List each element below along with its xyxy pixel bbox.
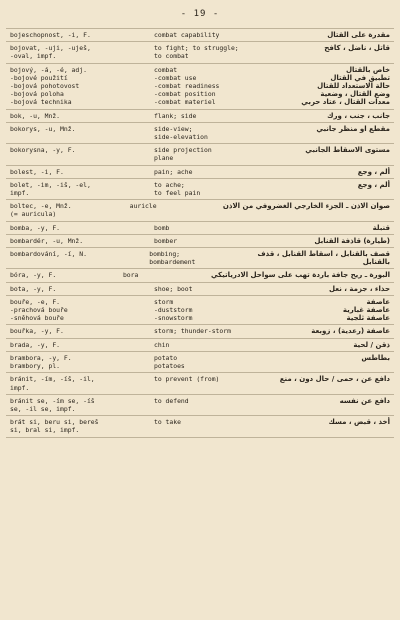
czech-headword-line: bokorysna, -y, F. bbox=[10, 146, 76, 155]
arabic-translation-line: ألم ، وجع bbox=[357, 167, 390, 176]
english-translation-line: -combat position bbox=[154, 90, 216, 99]
english-translation-line: bomb bbox=[154, 223, 170, 232]
czech-headword bbox=[6, 373, 152, 393]
english-translation bbox=[152, 110, 264, 122]
english-translation-line: to fight; to struggle; bbox=[154, 44, 239, 53]
czech-headword-line: bokorys, -u, Mnž. bbox=[10, 124, 76, 133]
arabic-translation bbox=[209, 269, 394, 281]
english-translation bbox=[152, 395, 264, 415]
english-translation bbox=[152, 325, 264, 337]
english-translation-line: plane bbox=[154, 154, 174, 163]
english-translation-line: storm; thunder-storm bbox=[154, 327, 231, 336]
czech-headword bbox=[6, 325, 152, 337]
dictionary-entry bbox=[6, 29, 394, 42]
english-translation bbox=[147, 248, 255, 268]
english-translation bbox=[152, 416, 264, 436]
dictionary-entry bbox=[6, 166, 394, 179]
czech-headword-line: bouřka, -y, F. bbox=[10, 327, 64, 336]
czech-headword-line: brambora, -y, F. bbox=[10, 353, 72, 362]
dictionary-entry bbox=[6, 373, 394, 394]
czech-headword bbox=[6, 235, 152, 247]
arabic-translation bbox=[264, 373, 394, 393]
czech-headword bbox=[6, 200, 128, 220]
arabic-translation-line: دافع عن نفسه bbox=[339, 396, 390, 405]
arabic-translation bbox=[264, 123, 394, 143]
english-translation bbox=[152, 283, 264, 295]
arabic-translation bbox=[264, 64, 394, 109]
arabic-translation bbox=[256, 248, 394, 268]
english-translation-line: to take bbox=[154, 418, 181, 427]
english-translation bbox=[152, 179, 264, 199]
arabic-translation-line: عاصفة ثلجية bbox=[346, 314, 390, 323]
czech-headword-line: bojový, -á, -é, adj. bbox=[10, 65, 87, 74]
arabic-translation bbox=[264, 352, 394, 372]
dictionary-table bbox=[6, 28, 394, 438]
english-translation bbox=[121, 269, 209, 281]
arabic-translation-line: ذقن / لحية bbox=[353, 340, 390, 349]
english-translation-line: side-elevation bbox=[154, 133, 208, 142]
arabic-translation bbox=[264, 325, 394, 337]
czech-headword-line: si, bral si, impf. bbox=[10, 426, 80, 435]
dictionary-entry bbox=[6, 123, 394, 144]
dictionary-entry bbox=[6, 200, 394, 221]
arabic-translation-line: (طيارة) قاذفة القنابل bbox=[314, 236, 390, 245]
dictionary-entry bbox=[6, 222, 394, 235]
czech-headword bbox=[6, 352, 152, 372]
english-translation bbox=[152, 235, 264, 247]
arabic-translation bbox=[221, 200, 394, 220]
english-translation bbox=[152, 339, 264, 351]
czech-headword-line: -sněhová bouře bbox=[10, 314, 64, 323]
english-translation bbox=[128, 200, 221, 220]
arabic-translation-line: جانب ، جنب ، ورك bbox=[327, 111, 390, 120]
czech-headword bbox=[6, 339, 152, 351]
czech-headword-line: -bojová pohotovost bbox=[10, 82, 80, 91]
arabic-translation-line: قاتل ، ناضل ، كافح bbox=[324, 44, 390, 53]
arabic-translation bbox=[264, 296, 394, 325]
arabic-translation bbox=[264, 166, 394, 178]
czech-headword-line: bóra, -y, F. bbox=[10, 271, 57, 280]
english-translation-line: bomber bbox=[154, 236, 178, 245]
arabic-translation bbox=[264, 222, 394, 234]
arabic-translation-line: وضع القتال ، وضعية bbox=[320, 90, 390, 99]
czech-headword bbox=[6, 283, 152, 295]
dictionary-entry bbox=[6, 283, 394, 296]
czech-headword bbox=[6, 395, 152, 415]
czech-headword-line: bolet, -im, -iš, -el, bbox=[10, 180, 91, 189]
arabic-translation-line: معدات القتال ، عتاد حربي bbox=[301, 98, 390, 107]
arabic-translation-line: مقطع او منظر جانبي bbox=[316, 124, 390, 133]
arabic-translation-line: بالقنابل bbox=[362, 258, 390, 267]
czech-headword bbox=[6, 64, 152, 109]
czech-headword-line: se, -il se, impf. bbox=[10, 404, 76, 413]
czech-headword-line: -bojová poloha bbox=[10, 90, 64, 99]
czech-headword-line: boltec, -e, Mnž. bbox=[10, 202, 72, 211]
english-translation-line: -snowstorm bbox=[154, 314, 193, 323]
page-number: - 19 - bbox=[180, 9, 220, 19]
english-translation bbox=[152, 373, 264, 393]
arabic-translation bbox=[264, 179, 394, 199]
czech-headword-line: brada, -y, F. bbox=[10, 340, 61, 349]
english-translation-line: -duststorm bbox=[154, 306, 193, 315]
czech-headword-line: bombardování, -í, N. bbox=[10, 250, 87, 259]
arabic-translation-line: البورة ـ ريح جافة باردة تهب على سواحل الادرياتيكي bbox=[210, 271, 390, 280]
czech-headword-line: bojovat, -uji, -uješ, bbox=[10, 44, 91, 53]
english-translation-line: to defend bbox=[154, 396, 189, 405]
arabic-translation-line: ألم ، وجع bbox=[357, 180, 390, 189]
english-translation-line: bombardement bbox=[149, 258, 196, 267]
czech-headword bbox=[6, 29, 152, 41]
czech-headword bbox=[6, 123, 152, 143]
arabic-translation bbox=[264, 42, 394, 62]
dictionary-entry bbox=[6, 395, 394, 416]
czech-headword bbox=[6, 269, 121, 281]
czech-headword-line: bouře, -e, F. bbox=[10, 297, 61, 306]
english-translation bbox=[152, 29, 264, 41]
arabic-translation-line: أخذ ، قبض ، مسك bbox=[328, 418, 390, 427]
czech-headword-line: -bojová technika bbox=[10, 98, 72, 107]
arabic-translation-line: بطاطس bbox=[361, 353, 390, 362]
arabic-translation-line: عاصفة bbox=[366, 297, 390, 306]
english-translation-line: bombing; bbox=[149, 250, 181, 259]
czech-headword-line: brambory, pl. bbox=[10, 362, 61, 371]
arabic-translation bbox=[264, 283, 394, 295]
english-translation-line: to prevent (from) bbox=[154, 375, 220, 384]
czech-headword bbox=[6, 166, 152, 178]
dictionary-entry bbox=[6, 325, 394, 338]
czech-headword bbox=[6, 179, 152, 199]
arabic-translation-line: دافع عن ، حمى / حال دون ، منع bbox=[279, 375, 390, 384]
english-translation-line: combat capability bbox=[154, 31, 220, 39]
czech-headword-line: bojeschopnost, -i, F. bbox=[10, 31, 91, 39]
czech-headword bbox=[6, 416, 152, 436]
english-translation bbox=[152, 64, 264, 109]
arabic-translation-line: مستوى الاسقاط الجانبي bbox=[305, 146, 390, 155]
czech-headword-line: -bojové použití bbox=[10, 73, 68, 82]
czech-headword-line: impf. bbox=[10, 189, 30, 198]
arabic-translation bbox=[264, 339, 394, 351]
english-translation-line: pain; ache bbox=[154, 167, 193, 176]
arabic-translation bbox=[264, 29, 394, 41]
english-translation-line: flank; side bbox=[154, 111, 197, 120]
english-translation bbox=[152, 144, 264, 164]
english-translation-line: chin bbox=[154, 340, 170, 349]
dictionary-entry bbox=[6, 110, 394, 123]
czech-headword bbox=[6, 144, 152, 164]
dictionary-entry bbox=[6, 248, 394, 269]
dictionary-entry bbox=[6, 416, 394, 437]
english-translation-line: side-view; bbox=[154, 124, 193, 133]
dictionary-entry bbox=[6, 235, 394, 248]
english-translation bbox=[152, 166, 264, 178]
czech-headword-line: bota, -y, F. bbox=[10, 284, 57, 293]
dictionary-entry bbox=[6, 352, 394, 373]
czech-headword-line: bok, -u, Mnž. bbox=[10, 111, 61, 120]
english-translation-line: -combat materiel bbox=[154, 98, 216, 107]
czech-headword bbox=[6, 248, 147, 268]
english-translation-line: potatoes bbox=[154, 362, 185, 371]
dictionary-entry bbox=[6, 296, 394, 326]
english-translation-line: storm bbox=[154, 297, 174, 306]
english-translation bbox=[152, 222, 264, 234]
czech-headword bbox=[6, 110, 152, 122]
english-translation-line: auricle bbox=[129, 202, 157, 211]
arabic-translation-line: خاص بالقتال bbox=[345, 65, 390, 74]
czech-headword-line: bombardér, -u, Mnž. bbox=[10, 236, 84, 245]
czech-headword bbox=[6, 222, 152, 234]
english-translation-line: -combat readiness bbox=[154, 82, 220, 91]
english-translation-line: side projection bbox=[154, 146, 212, 155]
arabic-translation-line: حالة الاستعداد للقتال bbox=[317, 82, 390, 91]
arabic-translation-line: قنبلة bbox=[372, 223, 390, 232]
arabic-translation bbox=[264, 110, 394, 122]
dictionary-entry bbox=[6, 269, 394, 282]
english-translation bbox=[152, 123, 264, 143]
arabic-translation-line: قصف بالقنابل ، اسقاط القنابل ، قذف bbox=[257, 250, 390, 259]
dictionary-entry bbox=[6, 144, 394, 165]
english-translation-line: shoe; boot bbox=[154, 284, 193, 293]
english-translation-line: bora bbox=[122, 271, 139, 280]
english-translation-line: to feel pain bbox=[154, 189, 201, 198]
arabic-translation-line: تطبيق في القتال bbox=[330, 73, 390, 82]
arabic-translation bbox=[264, 144, 394, 164]
czech-headword-line: brát si, beru si, bereš bbox=[10, 418, 99, 427]
english-translation-line: to combat bbox=[154, 52, 189, 61]
czech-headword-line: -prachová bouře bbox=[10, 306, 68, 315]
dictionary-entry bbox=[6, 42, 394, 63]
arabic-translation-line: عاصفة (رعدية) ، زوبعة bbox=[311, 327, 390, 336]
english-translation-line: combat bbox=[154, 65, 178, 74]
czech-headword bbox=[6, 296, 152, 325]
dictionary-entry bbox=[6, 64, 394, 110]
arabic-translation bbox=[264, 395, 394, 415]
czech-headword-line: bránit, -ím, -íš, -il, bbox=[10, 375, 95, 384]
czech-headword-line: (= auricula) bbox=[10, 210, 57, 219]
arabic-translation-line: صوان الاذن ـ الجزء الخارجي الغضروفي من الاذن bbox=[222, 202, 390, 211]
czech-headword-line: bomba, -y, F. bbox=[10, 223, 61, 232]
dictionary-entry bbox=[6, 339, 394, 352]
english-translation-line: -combat use bbox=[154, 73, 197, 82]
czech-headword bbox=[6, 42, 152, 62]
czech-headword-line: -oval, impf. bbox=[10, 52, 57, 61]
english-translation-line: to ache; bbox=[154, 180, 185, 189]
arabic-translation bbox=[264, 416, 394, 436]
english-translation-line: potato bbox=[154, 353, 178, 362]
arabic-translation bbox=[264, 235, 394, 247]
arabic-translation-line: مقدرة على القتال bbox=[327, 31, 390, 39]
arabic-translation-line: عاصفة غبارية bbox=[342, 306, 390, 315]
czech-headword-line: bránit se, -ím se, -íš bbox=[10, 396, 95, 405]
dictionary-entry bbox=[6, 179, 394, 200]
english-translation bbox=[152, 42, 264, 62]
czech-headword-line: impf. bbox=[10, 383, 30, 392]
arabic-translation-line: حذاء ، جزمة ، نعل bbox=[329, 284, 390, 293]
english-translation bbox=[152, 352, 264, 372]
czech-headword-line: bolest, -i, F. bbox=[10, 167, 64, 176]
english-translation bbox=[152, 296, 264, 325]
